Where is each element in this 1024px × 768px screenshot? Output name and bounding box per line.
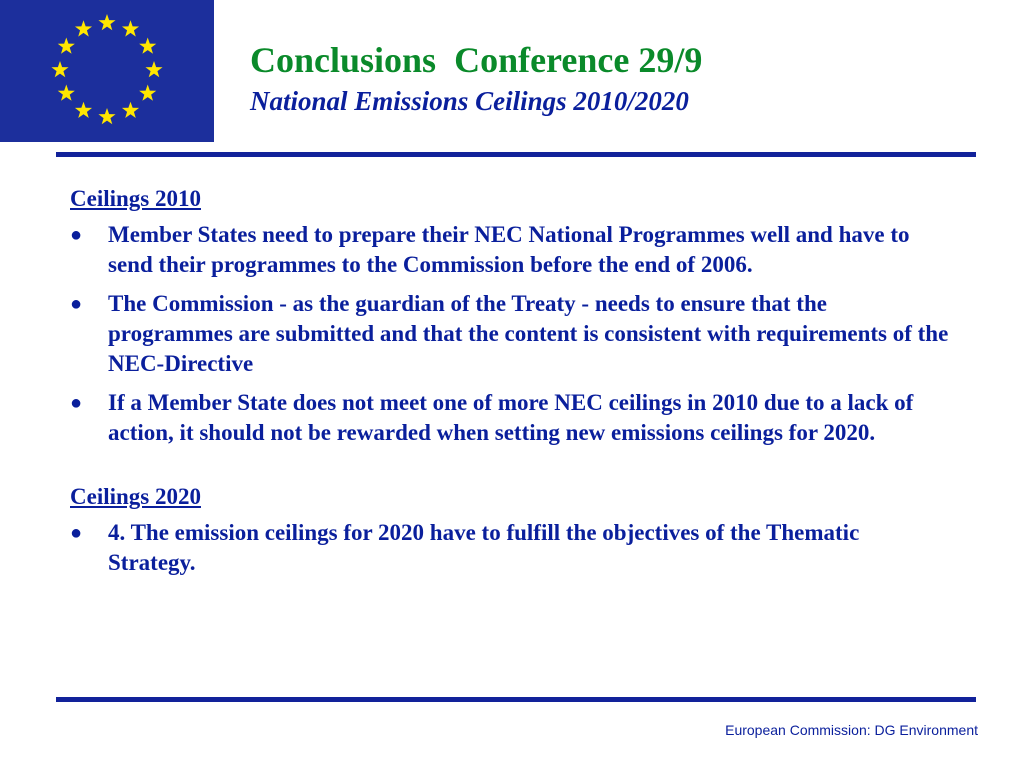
- section-heading: Ceilings 2010: [70, 186, 201, 211]
- section-heading: Ceilings 2020: [70, 484, 201, 509]
- bullet-text: The Commission - as the guardian of the Treaty - needs to ensure that the programmes are submitted and that the content is consistent with requirements of the NEC-Directive: [108, 291, 949, 376]
- page-title: Conclusions Conference 29/9: [250, 40, 703, 80]
- star-icon: [98, 14, 115, 30]
- star-icon: [145, 61, 162, 77]
- list-item: [70, 518, 950, 578]
- bullet-dot-icon: ●: [70, 224, 83, 246]
- star-icon: [58, 38, 75, 54]
- star-icon: [139, 85, 156, 101]
- slide-content: [70, 184, 950, 612]
- bullet-text: If a Member State does not meet one of more NEC ceilings in 2010 due to a lack of action, it should not be rewarded when setting new emissions ceilings for 2020.: [108, 390, 914, 445]
- page-subtitle: National Emissions Ceilings 2010/2020: [250, 86, 689, 116]
- bottom-divider: [56, 697, 976, 702]
- star-icon: [122, 20, 139, 36]
- star-icon: [75, 102, 92, 118]
- section-ceilings-2020: [70, 482, 950, 578]
- bullet-list: [70, 220, 950, 448]
- list-item: [70, 220, 950, 280]
- star-icon: [122, 102, 139, 118]
- star-icon: [98, 108, 115, 124]
- bullet-text: 4. The emission ceilings for 2020 have to fulfill the objectives of the Thematic Strategy.: [108, 520, 860, 575]
- bullet-list: [70, 518, 950, 578]
- bullet-dot-icon: ●: [70, 522, 83, 544]
- star-icon: [139, 38, 156, 54]
- star-icon: [58, 85, 75, 101]
- star-icon: [75, 20, 92, 36]
- section-ceilings-2010: [70, 184, 950, 448]
- footer-text: European Commission: DG Environment: [725, 722, 978, 738]
- star-icon: [51, 61, 68, 77]
- bullet-dot-icon: ●: [70, 293, 83, 315]
- bullet-text: Member States need to prepare their NEC National Programmes well and have to send their programmes to the Commission before the end of 2006.: [108, 222, 910, 277]
- eu-flag-icon: [0, 0, 214, 142]
- bullet-dot-icon: ●: [70, 392, 83, 414]
- top-divider: [56, 152, 976, 157]
- list-item: [70, 289, 950, 379]
- list-item: [70, 388, 950, 448]
- title-block: [250, 38, 702, 118]
